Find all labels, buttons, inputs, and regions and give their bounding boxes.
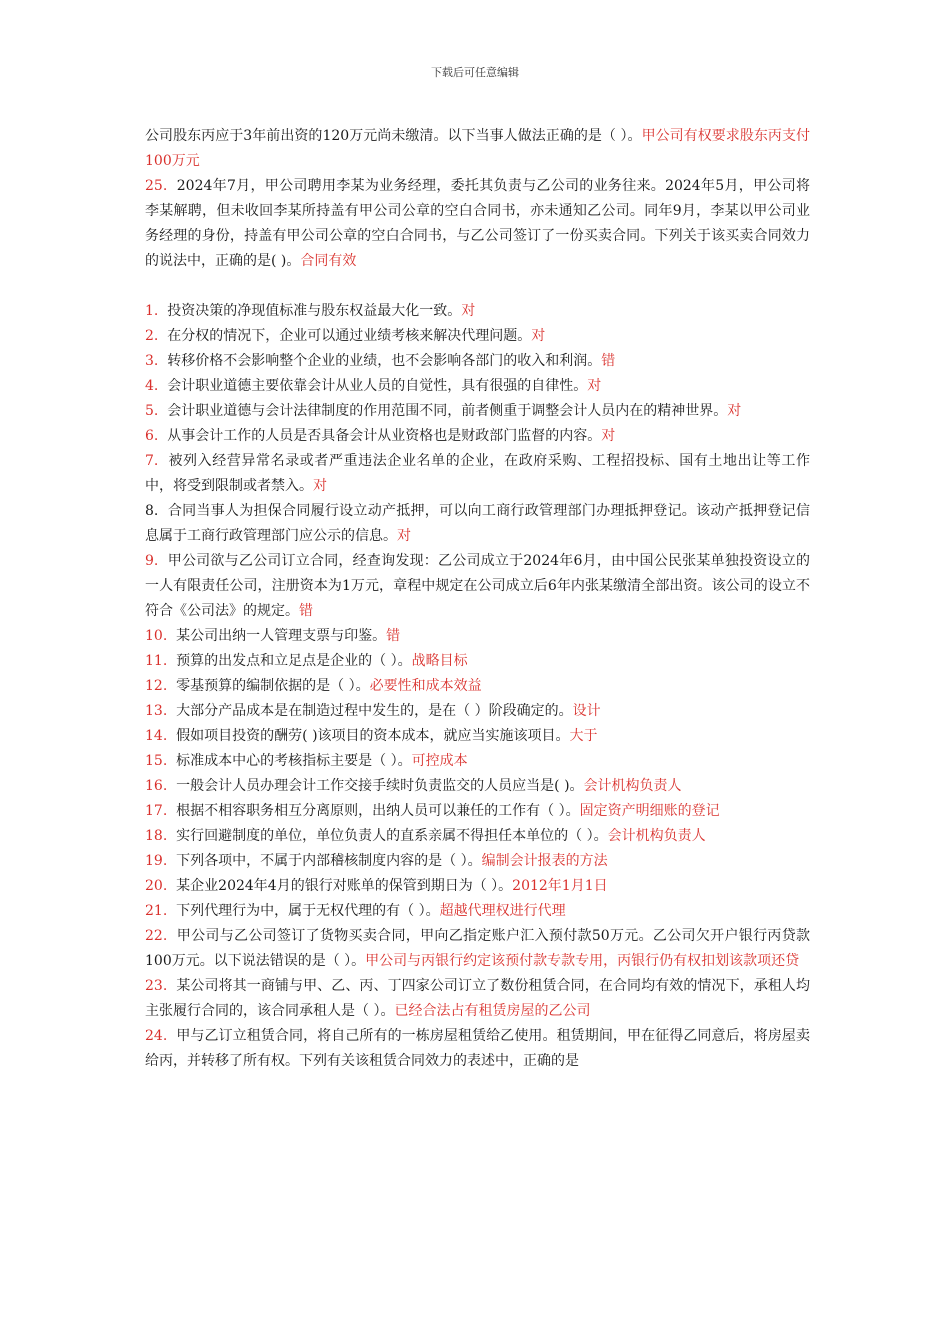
question-item <box>145 799 810 824</box>
question-number: 6. <box>145 428 159 444</box>
question-text: 标准成本中心的考核指标主要是（ ）。 <box>176 753 412 769</box>
question-text: 下列代理行为中，属于无权代理的有（ ）。 <box>176 903 440 919</box>
question-number: 10. <box>145 628 168 644</box>
question-text: 零基预算的编制依据的是（ ）。 <box>176 678 370 694</box>
question-number: 22. <box>145 928 168 944</box>
question-number: 19. <box>145 853 168 869</box>
question-text: 甲公司与乙公司签订了货物买卖合同，甲向乙指定账户汇入预付款50万元。乙公司欠开户银行丙贷款100万元。以下说法错误的是（ ）。 <box>145 928 811 969</box>
answer-text: 对 <box>601 428 616 444</box>
answer-text: 设计 <box>572 703 601 719</box>
question-text: 根据不相容职务相互分离原则，出纳人员可以兼任的工作有（ ）。 <box>176 803 580 819</box>
question-number: 7. <box>145 453 159 469</box>
question-item <box>145 374 810 399</box>
question-item <box>145 349 810 374</box>
answer-text: 对 <box>587 378 602 394</box>
question-number: 11. <box>145 653 168 669</box>
answer-text: 对 <box>397 528 411 544</box>
question-text: 从事会计工作的人员是否具备会计从业资格也是财政部门监督的内容。 <box>167 428 602 444</box>
answer-text: 对 <box>727 403 742 419</box>
document-body <box>145 124 810 1074</box>
question-item <box>145 749 810 774</box>
answer-text: 甲公司与丙银行约定该预付款专款专用，丙银行仍有权扣划该款项还贷 <box>365 953 800 969</box>
question-text: 某公司出纳一人管理支票与印鉴。 <box>176 628 387 644</box>
question-text: 大部分产品成本是在制造过程中发生的，是在（ ）阶段确定的。 <box>176 703 573 719</box>
answer-text: 超越代理权进行代理 <box>439 903 566 919</box>
question-item <box>145 699 810 724</box>
question-text: 甲与乙订立租赁合同，将自己所有的一栋房屋租赁给乙使用。租赁期间，甲在征得乙同意后，将房屋卖给丙，并转移了所有权。下列有关该租赁合同效力的表述中，正确的是 <box>145 1028 811 1069</box>
question-text: 某公司将其一商铺与甲、乙、丙、丁四家公司订立了数份租赁合同，在合同均有效的情况下，承租人均主张履行合同的，该合同承租人是（ ）。 <box>145 978 811 1019</box>
question-text: 下列各项中，不属于内部稽核制度内容的是（ ）。 <box>176 853 482 869</box>
question-text: 预算的出发点和立足点是企业的（ ）。 <box>176 653 412 669</box>
question-item <box>145 399 810 424</box>
question-number: 18. <box>145 828 168 844</box>
question-text: 假如项目投资的酬劳( )该项目的资本成本，就应当实施该项目。 <box>176 728 570 744</box>
question-number: 16. <box>145 778 168 794</box>
question-text: 投资决策的净现值标准与股东权益最大化一致。 <box>167 303 462 319</box>
answer-text: 已经合法占有租赁房屋的乙公司 <box>394 1003 591 1019</box>
question-text: 会计职业道德主要依靠会计从业人员的自觉性，具有很强的自律性。 <box>167 378 588 394</box>
question-item <box>145 424 810 449</box>
answer-text: 可控成本 <box>411 753 468 769</box>
answer-text: 合同有效 <box>300 253 357 269</box>
answer-text: 会计机构负责人 <box>583 778 682 794</box>
question-text: 一般会计人员办理会计工作交接手续时负责监交的人员应当是( )。 <box>176 778 584 794</box>
question-number: 20. <box>145 878 168 894</box>
question-number: 25. <box>145 178 168 194</box>
paragraph-text: 公司股东丙应于3年前出资的120万元尚未缴清。以下当事人做法正确的是（ ）。 <box>145 128 642 144</box>
question-item <box>145 324 810 349</box>
question-number: 1. <box>145 303 159 319</box>
question-number: 4. <box>145 378 159 394</box>
question-number: 9. <box>145 553 159 569</box>
blank-line <box>145 274 810 299</box>
answer-text: 对 <box>313 478 327 494</box>
question-item <box>145 1024 810 1074</box>
question-item <box>145 549 810 624</box>
question-item <box>145 624 810 649</box>
question-number: 17. <box>145 803 168 819</box>
question-text: 某企业2024年4月的银行对账单的保管到期日为（ ）。 <box>176 878 513 894</box>
question-number: 14. <box>145 728 168 744</box>
question-text: 被列入经营异常名录或者严重违法企业名单的企业，在政府采购、工程招投标、国有土地出让等工作中，将受到限制或者禁入。 <box>145 453 810 494</box>
question-number: 13. <box>145 703 168 719</box>
answer-text: 错 <box>601 353 616 369</box>
question-item <box>145 924 810 974</box>
question-item <box>145 499 810 549</box>
question-text: 甲公司欲与乙公司订立合同，经查询发现：乙公司成立于2024年6月，由中国公民张某单独投资设立的一人有限责任公司，注册资本为1万元，章程中规定在公司成立后6年内张某缴清全部出资。该公司的设立不符合《公司法》的规定。 <box>145 553 810 619</box>
question-item <box>145 724 810 749</box>
paragraph-continued <box>145 124 810 174</box>
question-number: 12. <box>145 678 168 694</box>
answer-text: 必要性和成本效益 <box>369 678 482 694</box>
answer-text: 2012年1月1日 <box>512 878 608 894</box>
question-item <box>145 449 810 499</box>
answer-text: 对 <box>461 303 476 319</box>
question-number: 21. <box>145 903 168 919</box>
question-number: 24. <box>145 1028 168 1044</box>
question-item <box>145 899 810 924</box>
answer-text: 大于 <box>569 728 598 744</box>
question-text: 实行回避制度的单位，单位负责人的直系亲属不得担任本单位的（ ）。 <box>176 828 608 844</box>
answer-text: 甲公司有权要求股东丙支付100万元 <box>145 128 811 169</box>
question-number: 2. <box>145 328 159 344</box>
question-item <box>145 849 810 874</box>
question-text: 转移价格不会影响整个企业的业绩，也不会影响各部门的收入和利润。 <box>167 353 602 369</box>
question-item <box>145 774 810 799</box>
question-item <box>145 649 810 674</box>
question-item <box>145 824 810 849</box>
question-number: 3. <box>145 353 159 369</box>
question-item <box>145 974 810 1024</box>
question-text: 2024年7月，甲公司聘用李某为业务经理，委托其负责与乙公司的业务往来。2024年5月，甲公司将李某解聘，但未收回李某所持盖有甲公司公章的空白合同书，亦未通知乙公司。同年9月，李某以甲公司业务经理的身份，持盖有甲公司公章的空白合同书，与乙公司签订了一份买卖合同。下列关于该买卖合同效力的说法中，正确的是( )。 <box>145 178 810 269</box>
answer-text: 编制会计报表的方法 <box>481 853 608 869</box>
answer-text: 战略目标 <box>411 653 468 669</box>
question-item <box>145 874 810 899</box>
page-header: 下载后可任意编辑 <box>431 66 519 79</box>
answer-text: 错 <box>386 628 401 644</box>
answer-text: 固定资产明细账的登记 <box>579 803 720 819</box>
question-number: 5. <box>145 403 159 419</box>
question-25 <box>145 174 810 274</box>
question-item <box>145 674 810 699</box>
question-list <box>145 299 810 1074</box>
question-text: 在分权的情况下，企业可以通过业绩考核来解决代理问题。 <box>167 328 532 344</box>
question-number: 23. <box>145 978 168 994</box>
answer-text: 会计机构负责人 <box>607 828 706 844</box>
question-item <box>145 299 810 324</box>
answer-text: 对 <box>531 328 546 344</box>
question-text: 会计职业道德与会计法律制度的作用范围不同，前者侧重于调整会计人员内在的精神世界。 <box>167 403 728 419</box>
question-number: 8. <box>145 503 159 519</box>
answer-text: 错 <box>299 603 313 619</box>
question-number: 15. <box>145 753 168 769</box>
question-text: 合同当事人为担保合同履行设立动产抵押，可以向工商行政管理部门办理抵押登记。该动产抵押登记信息属于工商行政管理部门应公示的信息。 <box>145 503 811 544</box>
